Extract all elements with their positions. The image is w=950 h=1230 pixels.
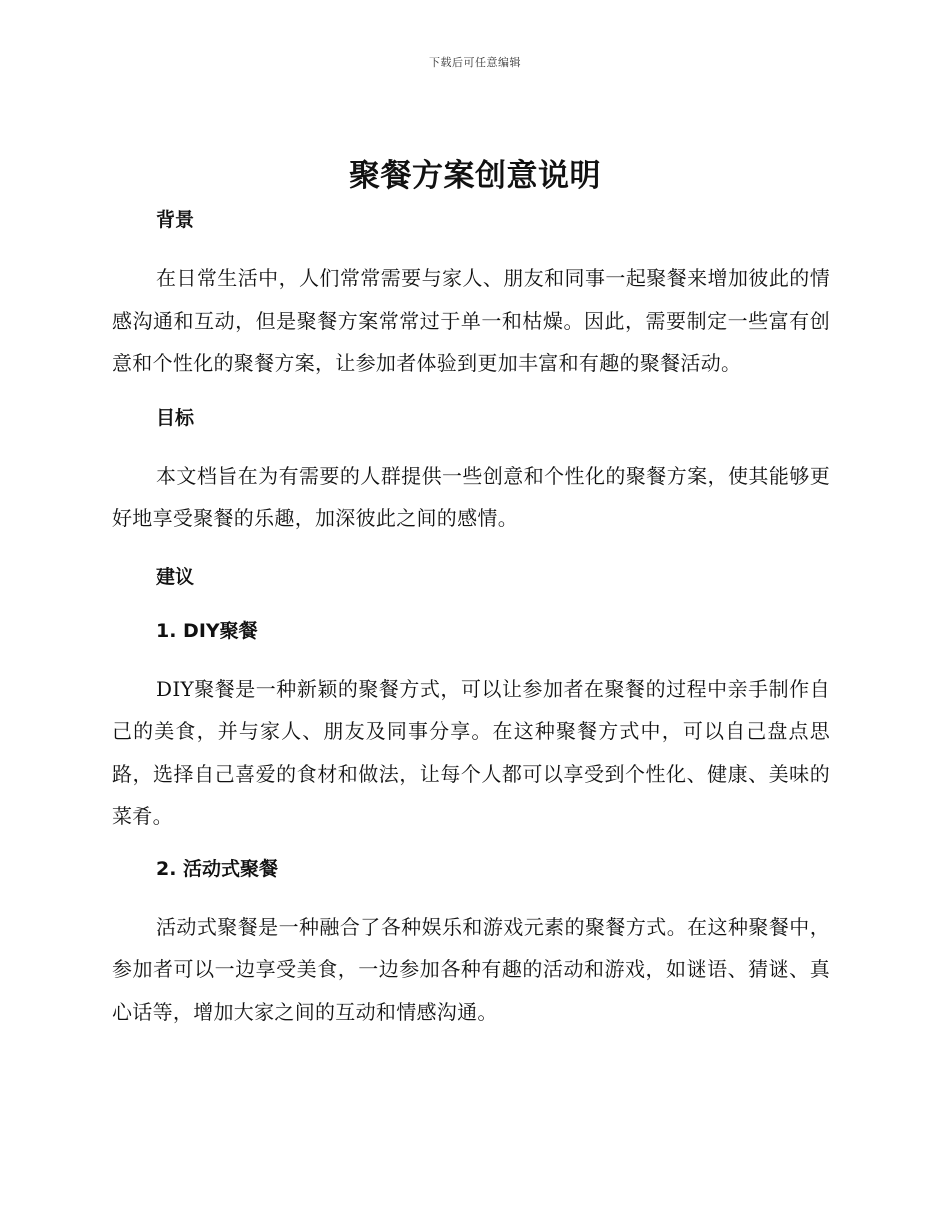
section-goal bbox=[112, 401, 830, 540]
suggestion-item-activity bbox=[112, 852, 830, 1034]
suggestion-heading-diy: 1. DIY聚餐 bbox=[156, 619, 258, 642]
section-heading-suggestions: 建议 bbox=[156, 565, 195, 588]
document-body bbox=[112, 203, 830, 1033]
header-note: 下载后可任意编辑 bbox=[429, 56, 521, 69]
section-heading-goal: 目标 bbox=[156, 406, 195, 429]
suggestion-heading-activity: 2. 活动式聚餐 bbox=[156, 857, 279, 880]
page-title: 聚餐方案创意说明 bbox=[349, 158, 601, 194]
paragraph-background: 在日常生活中，人们常常需要与家人、朋友和同事一起聚餐来增加彼此的情感沟通和互动，但是聚餐方案常常过于单一和枯燥。因此，需要制定一些富有创意和个性化的聚餐方案，让参加者体验到更加丰富和有趣的聚餐活动。 bbox=[112, 266, 830, 375]
paragraph-diy: DIY聚餐是一种新颖的聚餐方式，可以让参加者在聚餐的过程中亲手制作自己的美食，并与家人、朋友及同事分享。在这种聚餐方式中，可以自己盘点思路，选择自己喜爱的食材和做法，让每个人都可以享受到个性化、健康、美味的菜肴。 bbox=[112, 676, 830, 828]
suggestion-item-diy bbox=[112, 614, 830, 838]
section-suggestions bbox=[112, 560, 830, 1034]
paragraph-activity: 活动式聚餐是一种融合了各种娱乐和游戏元素的聚餐方式。在这种聚餐中，参加者可以一边享受美食，一边参加各种有趣的活动和游戏，如谜语、猜谜、真心话等，增加大家之间的互动和情感沟通。 bbox=[112, 914, 830, 1024]
paragraph-goal: 本文档旨在为有需要的人群提供一些创意和个性化的聚餐方案，使其能够更好地享受聚餐的乐趣，加深彼此之间的感情。 bbox=[112, 463, 830, 530]
section-heading-background: 背景 bbox=[156, 209, 195, 231]
section-background bbox=[112, 203, 830, 385]
